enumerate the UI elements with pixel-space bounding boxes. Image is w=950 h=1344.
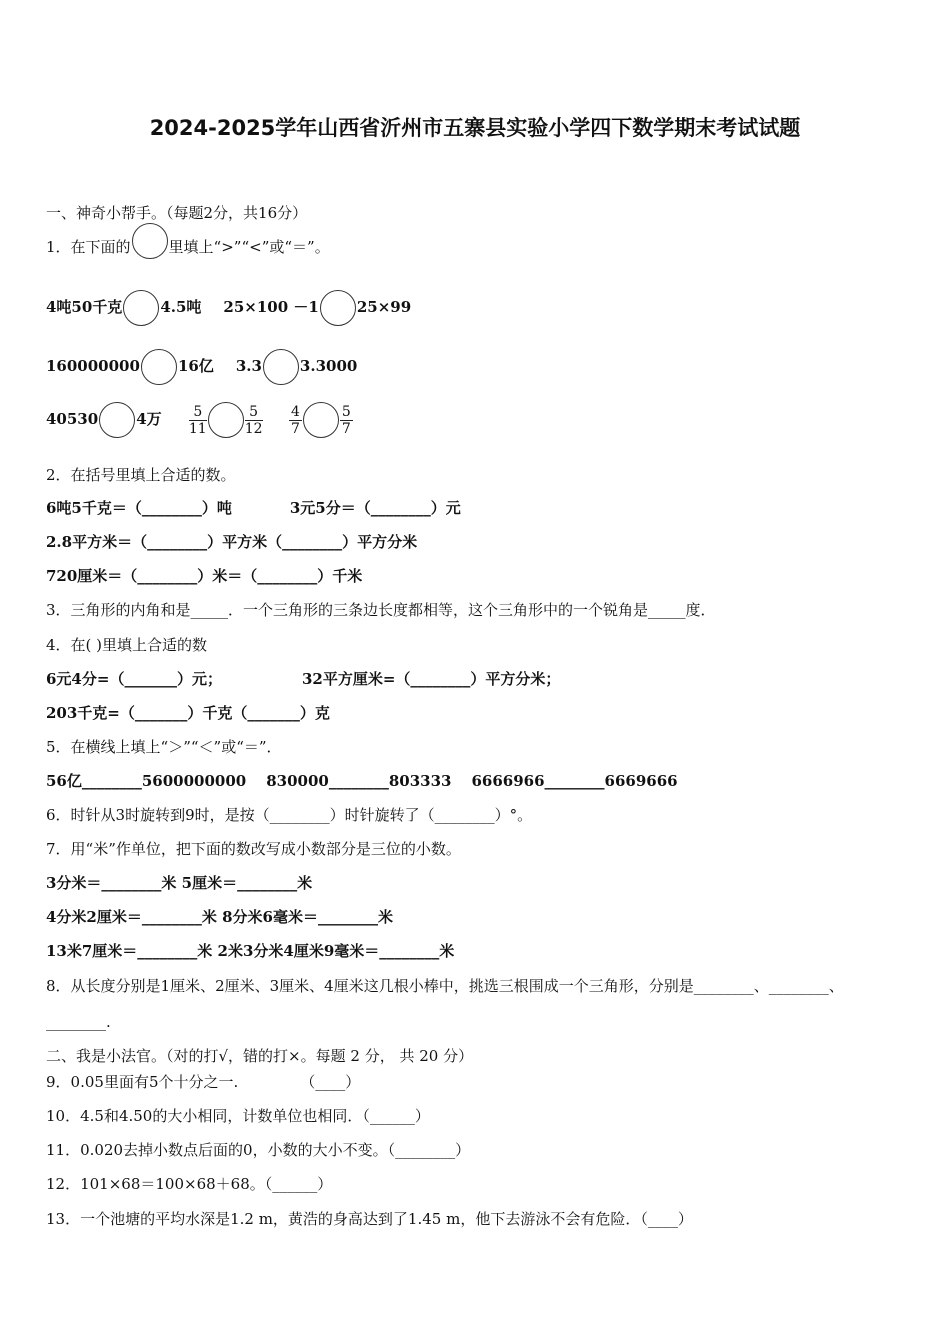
q1-r1-b2: 25×99 — [356, 298, 412, 316]
question-6: 6．时针从3时旋转到9时，是按（________）时针旋转了（________）°。 — [46, 806, 533, 824]
q7-line-2: 4分米2厘米＝________米 8分米6毫米＝________米 — [46, 908, 393, 926]
q2-l1a: 6吨5千克＝（________）吨 — [46, 499, 232, 517]
compare-circle — [132, 223, 168, 259]
q1-row-2 — [46, 349, 357, 385]
question-1-prompt — [46, 236, 330, 259]
fraction-denominator: 7 — [341, 420, 351, 437]
question-2-prompt: 2．在括号里填上合适的数。 — [46, 466, 236, 484]
q1-r3-a1: 40530 — [46, 410, 99, 428]
q1-r1-a2: 4.5吨 — [160, 298, 202, 316]
question-11: 11．0.020去掉小数点后面的0，小数的大小不变。（________） — [46, 1141, 471, 1159]
q4-l1b: 32平方厘米=（________）平方分米； — [301, 670, 561, 688]
q1-prompt-b: 里填上“>”“<”或“＝”。 — [168, 238, 330, 256]
q1-row-3 — [46, 402, 353, 438]
compare-circle[interactable] — [123, 290, 159, 326]
question-3: 3．三角形的内角和是_____．一个三角形的三条边长度都相等，这个三角形中的一个锐角是_____度． — [46, 601, 716, 619]
q5-l1a: 56亿________5600000000 — [46, 772, 247, 790]
fraction-denominator: 11 — [188, 420, 207, 437]
q2-line-1 — [46, 497, 461, 518]
question-9 — [46, 1071, 360, 1092]
question-4-prompt: 4．在( )里填上合适的数 — [46, 636, 208, 654]
fraction-denominator: 12 — [244, 420, 263, 437]
q4-l1a: 6元4分=（_______）元； — [46, 670, 222, 688]
fraction — [340, 404, 353, 437]
question-8-continued: ________. — [46, 1013, 111, 1031]
q1-r2-a2: 16亿 — [177, 357, 214, 375]
fraction — [289, 404, 302, 437]
compare-circle[interactable] — [208, 402, 244, 438]
fraction-denominator: 7 — [290, 420, 300, 437]
q1-prompt-a: 1．在下面的 — [46, 238, 131, 256]
q2-line-3: 720厘米＝（________）米＝（________）千米 — [46, 567, 363, 585]
q7-line-1: 3分米＝________米 5厘米＝________米 — [46, 874, 313, 892]
fraction — [189, 404, 207, 437]
q1-r3-a2: 4万 — [136, 410, 162, 428]
question-12: 12．101×68＝100×68＋68。（______） — [46, 1175, 333, 1193]
fraction-numerator: 5 — [341, 403, 351, 420]
fraction-numerator: 5 — [245, 404, 263, 421]
q9-answer-blank: （____） — [300, 1073, 361, 1091]
q7-line-3: 13米7厘米＝________米 2米3分米4厘米9毫米＝________米 — [46, 942, 455, 960]
q5-l1b: 830000________803333 — [266, 772, 452, 790]
question-13: 13．一个池塘的平均水深是1.2 m，黄浩的身高达到了1.45 m，他下去游泳不会有危险．（____） — [46, 1210, 693, 1228]
q1-r1-a1: 4吨50千克 — [46, 298, 123, 316]
section1-heading: 一、神奇小帮手。（每题2分，共16分） — [46, 204, 308, 222]
q4-line-1 — [46, 668, 560, 689]
compare-circle[interactable] — [99, 402, 135, 438]
q2-line-2: 2.8平方米＝（________）平方米（________）平方分米 — [46, 533, 418, 551]
question-7-prompt: 7．用“米”作单位，把下面的数改写成小数部分是三位的小数。 — [46, 840, 461, 858]
q1-r2-a1: 160000000 — [46, 357, 140, 375]
fraction-numerator: 5 — [189, 404, 207, 421]
fraction — [245, 404, 263, 437]
section2-heading: 二、我是小法官。（对的打√，错的打×。每题 2 分， 共 20 分） — [46, 1047, 474, 1065]
question-10: 10．4.5和4.50的大小相同，计数单位也相同．（______） — [46, 1107, 430, 1125]
q2-l1b: 3元5分＝（________）元 — [289, 499, 461, 517]
question-5-prompt: 5．在横线上填上“＞”“＜”或“＝”． — [46, 738, 282, 756]
fraction-numerator: 4 — [290, 403, 300, 420]
q9-text: 9．0.05里面有5个十分之一. — [46, 1073, 239, 1091]
q1-r1-b1: 25×100 －1 — [223, 298, 319, 316]
compare-circle[interactable] — [320, 290, 356, 326]
q5-l1c: 6666966________6669666 — [471, 772, 678, 790]
q1-row-1 — [46, 290, 411, 326]
q5-line-1 — [46, 770, 678, 791]
q1-r2-b1: 3.3 — [235, 357, 262, 375]
q1-r2-b2: 3.3000 — [299, 357, 358, 375]
question-8: 8．从长度分别是1厘米、2厘米、3厘米、4厘米这几根小棒中，挑选三根围成一个三角形，分别是________、________、 — [46, 977, 844, 995]
compare-circle[interactable] — [141, 349, 177, 385]
page-title: 2024-2025学年山西省沂州市五寨县实验小学四下数学期末考试试题 — [149, 116, 801, 140]
q4-line-2: 203千克=（_______）千克（_______）克 — [46, 704, 330, 722]
compare-circle[interactable] — [303, 402, 339, 438]
compare-circle[interactable] — [263, 349, 299, 385]
